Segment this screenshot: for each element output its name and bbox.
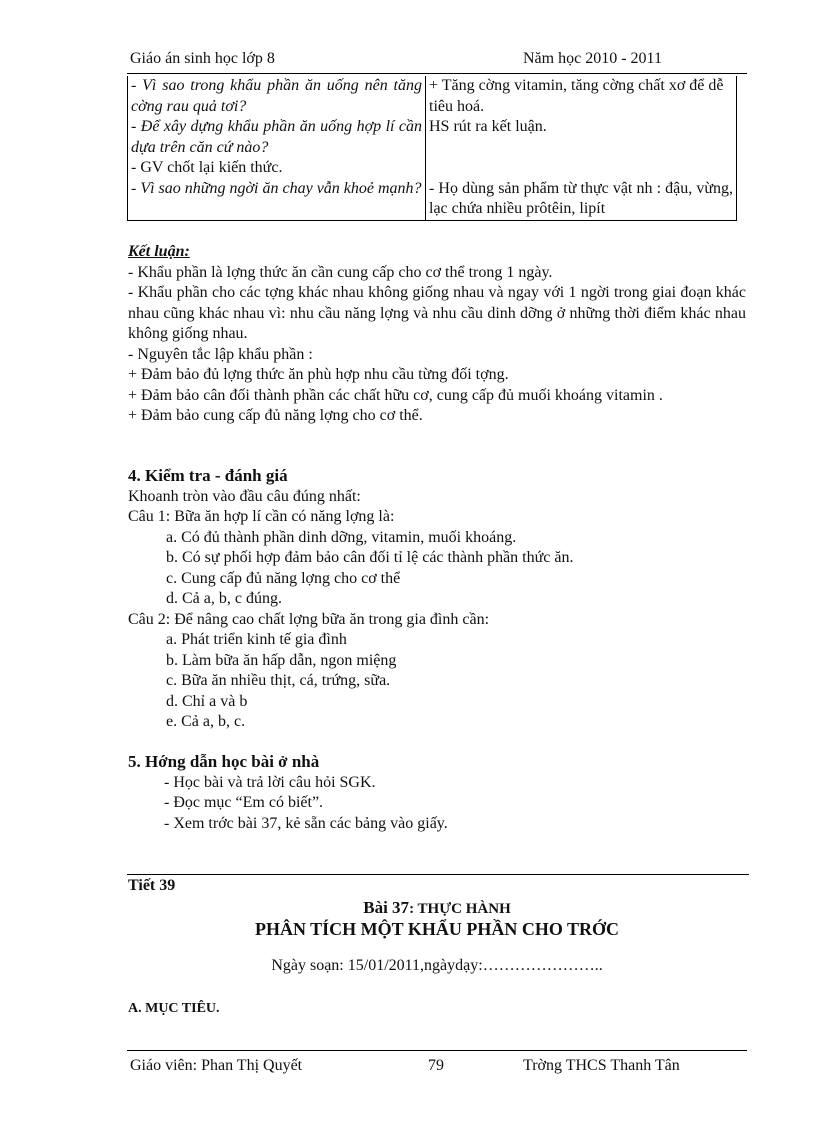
table-cell-question: - Vì sao những ngời ăn chay vẫn khoẻ mạnh? [128,179,426,221]
question-1: Câu 1: Bữa ăn hợp lí cần có năng lợng là: [128,508,395,525]
question-1-option: c. Cung cấp đủ năng lợng cho cơ thể [166,569,401,587]
question-1-option: a. Có đủ thành phần dinh dỡng, vitamin, muối khoáng. [166,528,517,546]
lesson-number: Bài 37 [363,898,410,917]
table-cell-question: - Vì sao trong khẩu phần ăn uống nên tăng cờng rau quả tơi? [128,76,426,117]
lesson-title [128,898,746,918]
table-cell-question: - Để xây dựng khẩu phần ăn uống hợp lí cần dựa trên căn cứ nào? [128,117,426,158]
footer-page-number: 79 [428,1057,444,1074]
conclusion-line: + Đảm bảo đủ lợng thức ăn phù hợp nhu cầu từng đối tợng. [128,366,509,383]
lesson-period: Tiết 39 [128,877,176,894]
section-5-title: 5. Hớng dẫn học bài ở nhà [128,752,320,771]
homework-item: - Xem trớc bài 37, kẻ sẵn các bảng vào giấy. [164,814,448,832]
table-row [128,179,737,221]
question-2: Câu 2: Để nâng cao chất lợng bữa ăn trong gia đình cần: [128,610,490,628]
qa-table [127,76,737,221]
section-4 [128,466,746,733]
table-row [128,76,737,117]
footer-school: Trờng THCS Thanh Tân [523,1057,680,1074]
section-a-title: A. MỤC TIÊU. [128,1001,220,1016]
header-rule [127,73,747,74]
homework-item: - Đọc mục “Em có biết”. [164,794,324,811]
conclusion-title: Kết luận: [128,243,190,260]
conclusion-line: - Nguyên tắc lập khẩu phần : [128,345,313,363]
conclusion-line: - Khẩu phần là lợng thức ăn cần cung cấp cho cơ thể trong 1 ngày. [128,263,553,281]
table-cell-answer [426,158,737,179]
table-cell-question: - GV chốt lại kiến thức. [128,158,426,179]
question-2-option: d. Chỉ a và b [166,692,248,710]
conclusion-line: - Khẩu phần cho các tợng khác nhau không giống nhau và ngay với 1 ngời trong giai đoạn khác nhau cũng khác nhau vì: nhu cầu năng lợng và nhu cầu dinh dỡng ở những thời điểm khác nhau không giống nhau. [128,284,746,342]
footer-rule [127,1050,747,1051]
section-4-intro: Khoanh tròn vào đầu câu đúng nhất: [128,487,361,505]
table-cell-answer: HS rút ra kết luận. [426,117,737,158]
section-4-title: 4. Kiểm tra - đánh giá [128,466,288,485]
question-2-option: e. Cả a, b, c. [166,713,246,730]
section-5 [128,752,746,834]
lesson-type: : THỰC HÀNH [409,901,511,917]
lesson-subtitle: PHÂN TÍCH MỘT KHẨU PHẦN CHO TRỚC [254,919,620,939]
footer-teacher: Giáo viên: Phan Thị Quyết [130,1057,303,1074]
header-left: Giáo án sinh học lớp 8 [130,50,275,67]
table-cell-answer: - Họ dùng sản phẩm từ thực vật nh : đậu, vừng, lạc chứa nhiều prôtêin, lipít [426,179,737,221]
header-right: Năm học 2010 - 2011 [523,50,662,67]
lesson-date: Ngày soạn: 15/01/2011,ngàydạy:………………….. [271,957,603,974]
question-2-option: a. Phát triển kinh tế gia đình [166,631,347,648]
table-row [128,117,737,158]
conclusion-line: + Đảm bảo cân đối thành phần các chất hữu cơ, cung cấp đủ muối khoáng vitamin . [128,386,663,404]
table-cell-answer: + Tăng cờng vitamin, tăng cờng chất xơ để dễ tiêu hoá. [426,76,737,117]
question-2-option: b. Làm bữa ăn hấp dẫn, ngon miệng [166,651,397,669]
table-row [128,158,737,179]
question-2-option: c. Bữa ăn nhiều thịt, cá, trứng, sữa. [166,672,391,689]
conclusion-line: + Đảm bảo cung cấp đủ năng lợng cho cơ thể. [128,407,423,424]
question-1-option: b. Có sự phối hợp đảm bảo cân đối tỉ lệ các thành phần thức ăn. [166,549,574,566]
question-1-option: d. Cả a, b, c đúng. [166,590,282,607]
conclusion-block [128,242,746,427]
homework-item: - Học bài và trả lời câu hỏi SGK. [164,773,376,791]
lesson-divider [127,874,749,875]
